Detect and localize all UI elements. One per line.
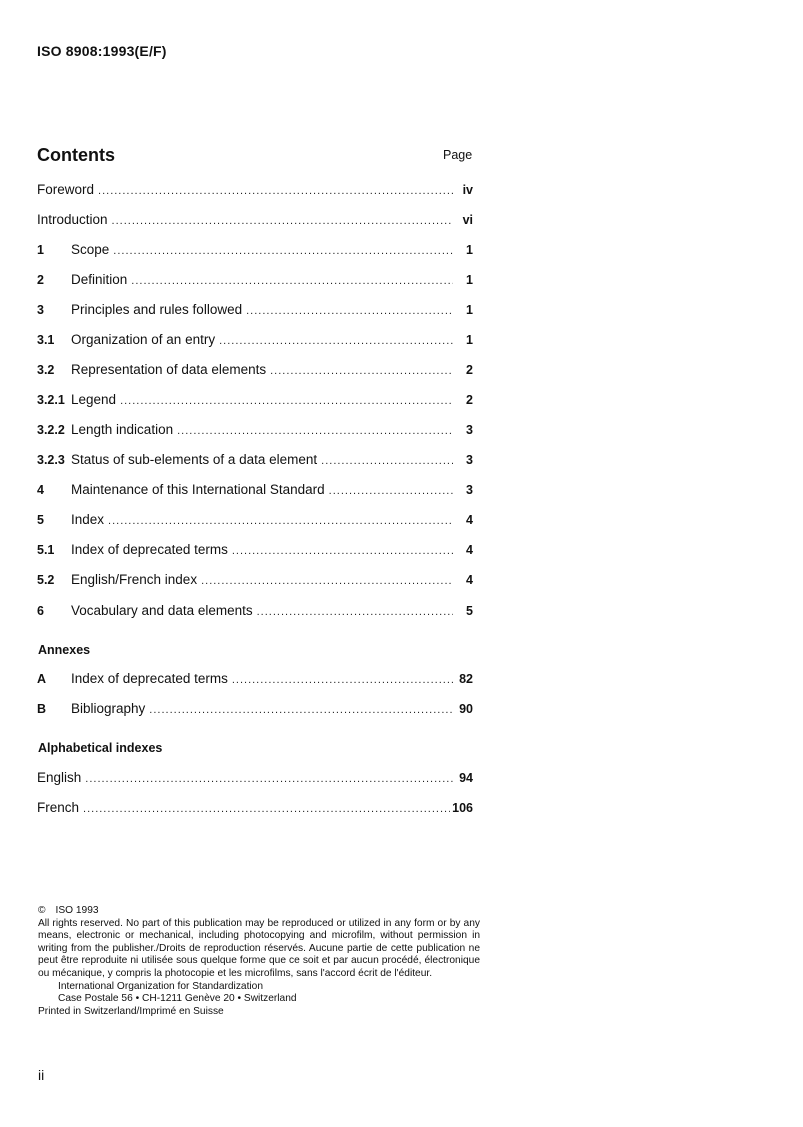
toc-entry-page: 4 (466, 513, 473, 527)
dot-leader (270, 365, 453, 377)
dot-leader (232, 545, 453, 557)
toc-entry-title: Representation of data elements (71, 362, 267, 377)
dot-leader (329, 485, 453, 497)
toc-entry-foreword[interactable] (37, 182, 473, 202)
toc-entry-page: 4 (466, 543, 473, 557)
toc-entry-representation[interactable] (37, 362, 473, 382)
copyright-block (38, 905, 480, 1018)
toc-entry-length-indication[interactable] (37, 422, 473, 442)
toc-entry-title: Status of sub-elements of a data element (71, 452, 318, 467)
printed-in: Printed in Switzerland/Imprimé en Suisse (38, 1005, 224, 1017)
annexes-heading: Annexes (38, 643, 91, 657)
toc-entry-introduction[interactable] (37, 212, 473, 232)
dot-leader (177, 425, 453, 437)
toc-entry-number: 3.1 (37, 333, 55, 347)
toc-entry-page: 82 (459, 672, 473, 686)
dot-leader (232, 674, 453, 686)
toc-entry-title: Maintenance of this International Standard (71, 482, 325, 497)
toc-entry-page: vi (462, 213, 473, 227)
toc-entry-title: Legend (71, 392, 117, 407)
toc-entry-number: 5.1 (37, 543, 55, 557)
dot-leader (112, 215, 453, 227)
toc-entry-page: 2 (466, 393, 473, 407)
toc-annex-a[interactable] (37, 671, 473, 691)
toc-entry-title: Length indication (71, 422, 174, 437)
toc-entry-page: 5 (466, 604, 473, 618)
toc-entry-page: 3 (466, 453, 473, 467)
toc-index-french[interactable] (37, 800, 473, 820)
toc-entry-legend[interactable] (37, 392, 473, 412)
toc-entry-vocabulary[interactable] (37, 603, 473, 623)
toc-entry-title: Index of deprecated terms (71, 671, 228, 686)
toc-entry-page: 1 (466, 333, 473, 347)
toc-entry-page: 90 (459, 702, 473, 716)
toc-entry-number: 3.2.3 (37, 453, 65, 467)
toc-entry-page: 3 (466, 423, 473, 437)
toc-entry-page: iv (462, 183, 473, 197)
toc-entry-deprecated-terms-index[interactable] (37, 542, 473, 562)
alphabetical-indexes-heading: Alphabetical indexes (38, 741, 163, 755)
organization-name: International Organization for Standardization (58, 980, 264, 992)
dot-leader (120, 395, 453, 407)
toc-entry-title: Index of deprecated terms (71, 542, 228, 557)
page-column-label: Page (443, 148, 473, 162)
toc-entry-title: Foreword (37, 182, 95, 197)
toc-entry-organization[interactable] (37, 332, 473, 352)
toc-entry-number: B (37, 702, 47, 716)
dot-leader (108, 515, 453, 527)
toc-entry-title: Organization of an entry (71, 332, 216, 347)
toc-entry-page: 106 (452, 801, 473, 815)
toc-entry-number: 1 (37, 243, 44, 257)
toc-entry-number: 5 (37, 513, 44, 527)
toc-entry-number: 3.2.1 (37, 393, 65, 407)
toc-entry-title: Vocabulary and data elements (71, 603, 253, 618)
toc-entry-definition[interactable] (37, 272, 473, 292)
toc-index-english[interactable] (37, 770, 473, 790)
dot-leader (219, 335, 453, 347)
toc-entry-index[interactable] (37, 512, 473, 532)
toc-entry-page: 1 (466, 303, 473, 317)
dot-leader (321, 455, 453, 467)
dot-leader (113, 245, 453, 257)
toc-entry-page: 1 (466, 273, 473, 287)
toc-entry-page: 94 (459, 771, 473, 785)
toc-entry-maintenance[interactable] (37, 482, 473, 502)
toc-entry-title: French (37, 800, 80, 815)
toc-entry-number: 3.2 (37, 363, 55, 377)
toc-entry-number: 3.2.2 (37, 423, 65, 437)
toc-entry-title: Definition (71, 272, 128, 287)
toc-entry-number: 4 (37, 483, 44, 497)
toc-entry-title: Scope (71, 242, 110, 257)
dot-leader (149, 704, 453, 716)
toc-annex-b[interactable] (37, 701, 473, 721)
dot-leader (246, 305, 453, 317)
contents-title: Contents (37, 145, 115, 165)
dot-leader (257, 606, 453, 618)
dot-leader (201, 575, 453, 587)
toc-entry-title: Introduction (37, 212, 108, 227)
toc-entry-page: 4 (466, 573, 473, 587)
copyright-year: ISO 1993 (55, 905, 99, 916)
copyright-notice: All rights reserved. No part of this publication may be reproduced or utilized in any form or by any means, electronic or mechanical, including photocopying and microfilm, without permission in writing from the publisher./Droits de reproduction réservés. Aucune partie de cette publication ne peut être reproduite ni utilisée sous quelque forme que ce soit et par aucun procédé, électronique ou mécanique, y compris la photocopie et les microfilms, sans l'accord écrit de l'éditeur. (38, 917, 480, 979)
page-number: ii (38, 1067, 45, 1083)
toc-entry-number: A (37, 672, 47, 686)
document-id: ISO 8908:1993(E/F) (37, 43, 167, 59)
toc-entry-title: English/French index (71, 572, 198, 587)
dot-leader (131, 275, 453, 287)
toc-entry-page: 1 (466, 243, 473, 257)
toc-entry-status-sub-elements[interactable] (37, 452, 473, 472)
toc-entry-number: 2 (37, 273, 44, 287)
toc-entry-number: 6 (37, 604, 44, 618)
toc-entry-number: 3 (37, 303, 44, 317)
toc-entry-page: 2 (466, 363, 473, 377)
toc-entry-title: Index (71, 512, 105, 527)
toc-entry-principles[interactable] (37, 302, 473, 322)
toc-entry-scope[interactable] (37, 242, 473, 262)
toc-entry-english-french-index[interactable] (37, 572, 473, 592)
dot-leader (98, 185, 453, 197)
dot-leader (83, 803, 450, 815)
copyright-symbol: © (38, 905, 46, 916)
copyright-line (38, 905, 480, 918)
dot-leader (85, 773, 453, 785)
toc-entry-number: 5.2 (37, 573, 55, 587)
toc-entry-title: Principles and rules followed (71, 302, 243, 317)
toc-entry-title: English (37, 770, 82, 785)
organization-address: Case Postale 56 • CH-1211 Genève 20 • Switzerland (58, 993, 297, 1005)
toc-entry-page: 3 (466, 483, 473, 497)
toc-entry-title: Bibliography (71, 701, 146, 716)
